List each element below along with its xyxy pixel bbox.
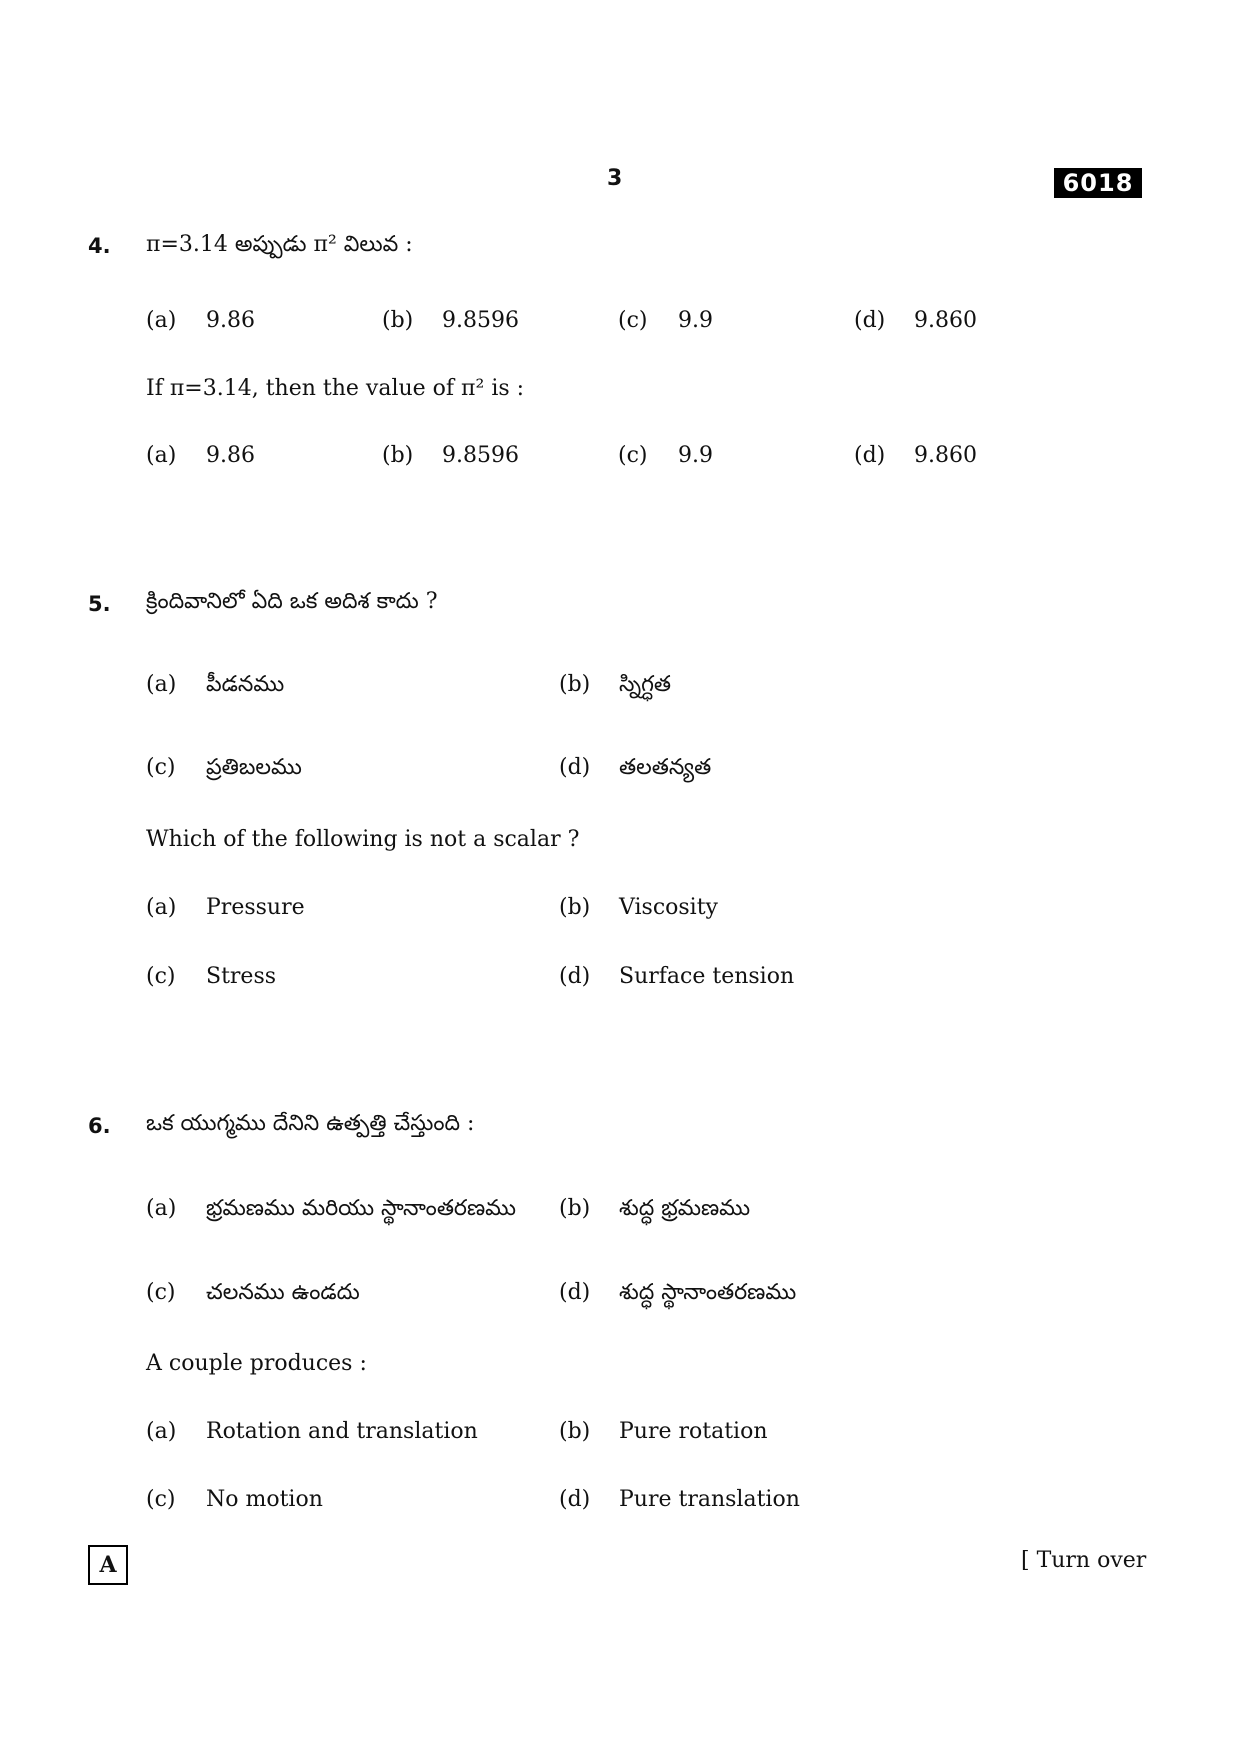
option-text: 9.9 bbox=[678, 443, 713, 468]
option-text: Pure rotation bbox=[619, 1419, 768, 1444]
option-text: శుద్ధ స్థానాంతరణము bbox=[619, 1280, 797, 1305]
option-text: 9.9 bbox=[678, 308, 713, 333]
option bbox=[146, 443, 255, 468]
option-text: శుద్ధ భ్రమణము bbox=[619, 1196, 751, 1221]
option-letter: (a) bbox=[146, 1196, 177, 1221]
option bbox=[854, 443, 977, 468]
option-letter: (a) bbox=[146, 443, 177, 468]
option-letter: (a) bbox=[146, 308, 177, 333]
option bbox=[854, 308, 977, 333]
option-letter: (b) bbox=[382, 308, 414, 333]
option bbox=[146, 1419, 478, 1444]
option-text: తలతన్యత bbox=[619, 755, 712, 780]
option-text: Stress bbox=[206, 964, 277, 989]
option-text: 9.86 bbox=[206, 308, 255, 333]
option bbox=[559, 1487, 800, 1512]
paper-code-badge: 6018 bbox=[1054, 168, 1142, 198]
option-text: 9.8596 bbox=[442, 308, 519, 333]
option-text: చలనము ఉండదు bbox=[206, 1280, 360, 1305]
page-number: 3 bbox=[607, 166, 623, 191]
option bbox=[146, 1196, 516, 1226]
option bbox=[382, 308, 519, 333]
option bbox=[559, 964, 794, 989]
option bbox=[146, 895, 305, 920]
option-letter: (b) bbox=[559, 1419, 591, 1444]
option bbox=[146, 308, 255, 333]
option-letter: (c) bbox=[618, 443, 648, 468]
question-stem-english: Which of the following is not a scalar ? bbox=[146, 827, 580, 852]
option-text: 9.86 bbox=[206, 443, 255, 468]
option bbox=[146, 1280, 360, 1310]
option bbox=[559, 1280, 796, 1310]
option-text: పీడనము bbox=[206, 672, 285, 697]
option bbox=[146, 755, 302, 785]
option-text: Surface tension bbox=[619, 964, 795, 989]
option-letter: (c) bbox=[618, 308, 648, 333]
option bbox=[618, 308, 713, 333]
option-letter: (b) bbox=[559, 895, 591, 920]
option-text: భ్రమణము మరియు స్థానాంతరణము bbox=[206, 1196, 517, 1221]
option bbox=[559, 1419, 768, 1444]
option-letter: (a) bbox=[146, 672, 177, 697]
option-letter: (c) bbox=[146, 1487, 176, 1512]
question-stem-telugu: π=3.14 అప్పుడు π² విలువ : bbox=[146, 232, 413, 257]
option-text: Rotation and translation bbox=[206, 1419, 478, 1444]
option-letter: (d) bbox=[559, 1280, 591, 1305]
option-letter: (b) bbox=[559, 672, 591, 697]
option-text: No motion bbox=[206, 1487, 323, 1512]
option-text: స్నిగ్ధత bbox=[619, 672, 672, 697]
option-letter: (d) bbox=[559, 964, 591, 989]
option bbox=[382, 443, 519, 468]
option bbox=[559, 895, 718, 920]
option-text: ప్రతిబలము bbox=[206, 755, 302, 780]
question-number: 5. bbox=[88, 592, 111, 616]
option-letter: (c) bbox=[146, 755, 176, 780]
turn-over-label: [ Turn over bbox=[1021, 1548, 1147, 1573]
option bbox=[146, 1487, 323, 1512]
option-letter: (b) bbox=[559, 1196, 591, 1221]
question-stem-english: If π=3.14, then the value of π² is : bbox=[146, 376, 525, 401]
option-text: Pressure bbox=[206, 895, 305, 920]
option-letter: (c) bbox=[146, 1280, 176, 1305]
option bbox=[559, 755, 711, 785]
option-letter: (d) bbox=[559, 755, 591, 780]
option-letter: (d) bbox=[854, 308, 886, 333]
question-number: 6. bbox=[88, 1114, 111, 1138]
option-text: 9.860 bbox=[914, 443, 977, 468]
question-stem-telugu: ఒక యుగ్మము దేనిని ఉత్పత్తి చేస్తుంది : bbox=[146, 1111, 475, 1136]
option-letter: (a) bbox=[146, 1419, 177, 1444]
option bbox=[559, 1196, 750, 1226]
question-set-badge: A bbox=[88, 1545, 128, 1585]
option-text: 9.8596 bbox=[442, 443, 519, 468]
option-text: 9.860 bbox=[914, 308, 977, 333]
option-text: Pure translation bbox=[619, 1487, 800, 1512]
question-stem-telugu: క్రిందివానిలో ఏది ఒక అదిశ కాదు ? bbox=[146, 589, 438, 614]
option-text: Viscosity bbox=[619, 895, 718, 920]
option-letter: (d) bbox=[854, 443, 886, 468]
question-number: 4. bbox=[88, 234, 111, 258]
option bbox=[146, 672, 284, 702]
option-letter: (d) bbox=[559, 1487, 591, 1512]
option bbox=[618, 443, 713, 468]
option-letter: (b) bbox=[382, 443, 414, 468]
option bbox=[146, 964, 276, 989]
option bbox=[559, 672, 671, 702]
question-stem-english: A couple produces : bbox=[146, 1351, 367, 1376]
option-letter: (c) bbox=[146, 964, 176, 989]
option-letter: (a) bbox=[146, 895, 177, 920]
